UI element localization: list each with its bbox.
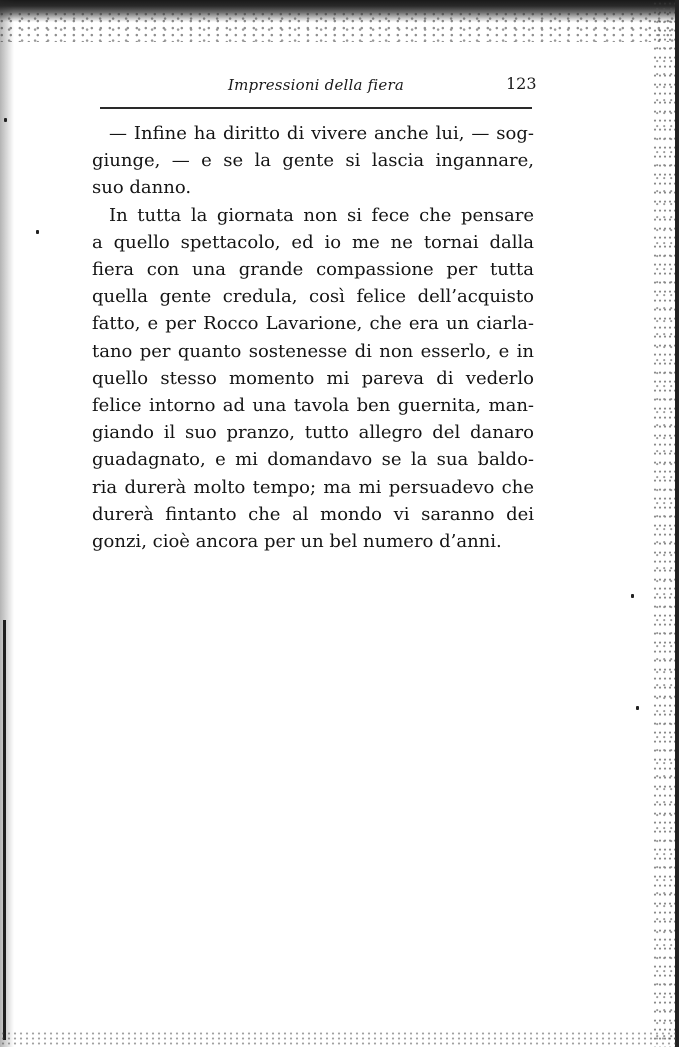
text-line: gonzi, cioè ancora per un bel numero d’anni. — [92, 531, 502, 553]
ink-speck — [631, 594, 634, 598]
ink-speck — [4, 118, 7, 122]
page-number: 123 — [506, 74, 537, 93]
body-text — [92, 120, 534, 555]
text-line: tano per quanto sostenesse di non esserlo, e in — [92, 340, 534, 362]
text-line: quello stesso momento mi pareva di vederlo — [92, 367, 534, 389]
header-rule — [100, 107, 532, 109]
paragraph — [92, 120, 534, 202]
text-line: a quello spettacolo, ed io me ne tornai dalla — [92, 231, 534, 253]
scan-speckle-top — [0, 12, 679, 42]
text-line: In tutta la giornata non si fece che pensare — [109, 204, 534, 226]
text-line: felice intorno ad una tavola ben guernita, man- — [92, 395, 534, 417]
text-line: fiera con una grande compassione per tutta — [92, 259, 534, 281]
ink-speck — [636, 706, 639, 710]
text-line: durerà fintanto che al mondo vi saranno dei — [92, 503, 534, 525]
text-line: ria durerà molto tempo; ma mi persuadevo che — [92, 476, 534, 498]
paragraph — [92, 202, 534, 556]
text-line: quella gente credula, così felice dell’acquisto — [92, 286, 534, 308]
scan-edge-left-line — [3, 620, 6, 1040]
text-line: suo danno. — [92, 177, 192, 199]
scan-edge-right-line — [675, 0, 679, 1047]
ink-speck — [36, 230, 39, 234]
text-line: fatto, e per Rocco Lavarione, che era un ciarla- — [92, 313, 534, 335]
running-title: Impressioni della fiera — [228, 76, 404, 94]
text-line: — Infine ha diritto di vivere anche lui, — sog- — [109, 123, 534, 144]
text-line: guadagnato, e mi domandavo se la sua baldo- — [92, 449, 534, 471]
scan-edge-bottom — [0, 1031, 679, 1047]
text-line: giunge, — e se la gente si lascia ingannare, — [92, 150, 534, 172]
text-line: giando il suo pranzo, tutto allegro del danaro — [92, 422, 534, 444]
